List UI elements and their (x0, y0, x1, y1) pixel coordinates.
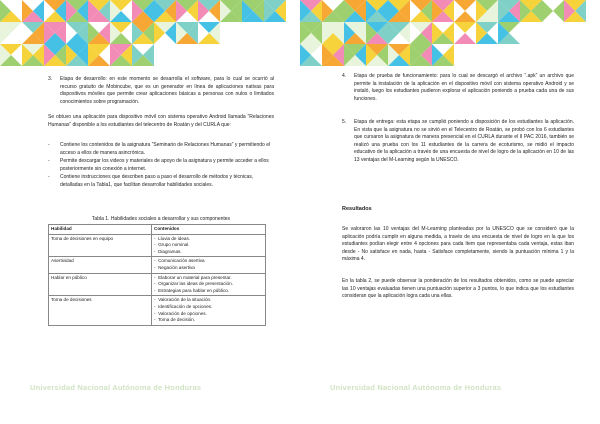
stage-3-item (48, 76, 274, 106)
content-item: - Identificación de opciones. (154, 303, 213, 309)
skills-table (48, 224, 266, 326)
list-dash: - (48, 174, 50, 181)
content-item: - Elaborar un material para presentar. (154, 274, 232, 280)
contents-cell (152, 273, 266, 296)
content-item: - Diagramas. (154, 248, 182, 254)
list-item-text: Contiene los contenidos de la asignatura “Seminario de Relaciones Humanas” y permitiendo el acceso a ellos de manera asincrónica. (60, 142, 271, 156)
app-paragraph: Se obtuvo una aplicación para dispositivo móvil con sistema operativo Android llamada “Relaciones Humanas” disponible a los estudiantes del telecentro de Roatán y del CURLA que: (48, 114, 274, 128)
content-item: - Lluvia de ideas. (154, 235, 191, 241)
contents-cell (152, 257, 266, 273)
content-item: - Grupo nominal. (154, 242, 190, 248)
results-paragraph-2: En la tabla 2, se puede observar la ponderación de los resultados obtenidos, como se puede apreciar las 10 ventajas evaluadas tienen una puntuación superior a 3 puntos, lo que indica que los estudiantes consideran que la aplicación logra cada una ellas. (342, 278, 574, 300)
decorative-triangle-banner (300, 0, 600, 72)
list-item (48, 158, 274, 173)
stage-4-item (342, 73, 574, 103)
header-contents: Contenidos (152, 225, 266, 235)
contents-cell (152, 234, 266, 257)
content-item: - Organizar las ideas de presentación. (154, 281, 233, 287)
content-item: - Valoración de opciones. (154, 310, 207, 316)
list-item-text: Contiene instrucciones que describen paso a paso el desarrollo de métodos y técnicas, detalladas en la Tabla1, que facilitan desarrollar habilidades sociales. (60, 174, 254, 188)
page-footer: Universidad Nacional Autónoma de Honduras (330, 383, 502, 392)
table-row (49, 257, 266, 273)
content-item: - Valoración de la situación. (154, 297, 212, 303)
stage-5-text: Etapa de entrega: esta etapa se cumplió poniendo a disposición de los estudiantes la aplicación. En vista que la asignatura no se sirvió en el Telecentro de Roatán, se probó con los 6 estudiantes que cursaron la asignatura de manera presencial en el CURLA durante el II PAC 2016, también se realizó una prueba con los 11 estudiantes de la carrera de ecoturismo, se midió el impacto educativo de la aplicación a través de una encuesta de nivel de logro de la aplicación en 10 de las 13 ventajas del M-Learning según la UNESCO. (354, 119, 574, 163)
skill-cell: Asertividad (49, 257, 152, 273)
stage-4-text: Etapa de prueba de funcionamiento: para lo cual se descargó el archivo “.apk” un archivo que permite la instalación de la aplicación en el dispositivo móvil con sistema operativo Android y se instaló, luego los estudiantes pudieron explorar el aplicación poniendo a prueba cada una de sus funciones. (354, 73, 574, 102)
content-item: - Toma de decisión. (154, 317, 196, 323)
list-item (48, 142, 274, 157)
skill-cell: Toma de decisiones (49, 296, 152, 325)
table-row (49, 273, 266, 296)
table-row (49, 234, 266, 257)
stage-3-number: 3. (48, 76, 53, 82)
list-dash: - (48, 142, 50, 148)
header-skill: Habilidad (49, 225, 152, 235)
skill-cell: Toma de decisiones en equipo (49, 234, 152, 257)
results-heading: Resultados (342, 206, 372, 212)
contents-cell (152, 296, 266, 325)
table-caption: Tabla 1. Habilidades sociales a desarrollar y sus componentes (91, 216, 231, 222)
table-header-row (49, 225, 266, 235)
list-item-text: Permite descargar los videos y materiales de apoyo de la asignatura y permite acceder a ellos posteriormente sin conexión a internet. (60, 158, 269, 172)
content-item: - Estrategias para hablar en público. (154, 287, 230, 293)
skill-cell: Hablar en público (49, 273, 152, 296)
results-paragraph-1: Se valoraron las 10 ventajas del M-Learning planteadas por la UNESCO que se consideró que la aplicación podría cumplir en alguna medida, a través de una encuesta de nivel de logro en la que los estudiantes podían elegir entre 4 opciones para cada ítem que representaba cada ventaja, estas iban desde - No satisface en nada, hasta - Satisface completamente, siendo la puntuación mínima 1 y la máxima 4. (342, 226, 574, 263)
list-dash: - (48, 158, 50, 165)
stage-3-text: Etapa de desarrollo: en este momento se desarrolla el software, para lo cual se ocurrió al recurso gratuito de Mobincube, que es un generador en línea de aplicaciones nativas para dispositivos móviles que permite crear aplicaciones básicas a personas con nulos o limitados conocimientos sobre programación. (60, 76, 274, 105)
right-page (300, 0, 600, 424)
features-list (48, 142, 274, 191)
stage-5-number: 5. (342, 119, 347, 125)
stage-5-item (342, 119, 574, 165)
page-footer: Universidad Nacional Autónoma de Honduras (30, 383, 202, 392)
content-item: - Comunicación asertiva (154, 258, 205, 264)
table-row (49, 296, 266, 325)
list-item (48, 174, 274, 189)
content-item: - Negación asertiva (154, 264, 195, 270)
stage-4-number: 4. (342, 73, 347, 79)
decorative-triangle-banner (0, 0, 300, 72)
